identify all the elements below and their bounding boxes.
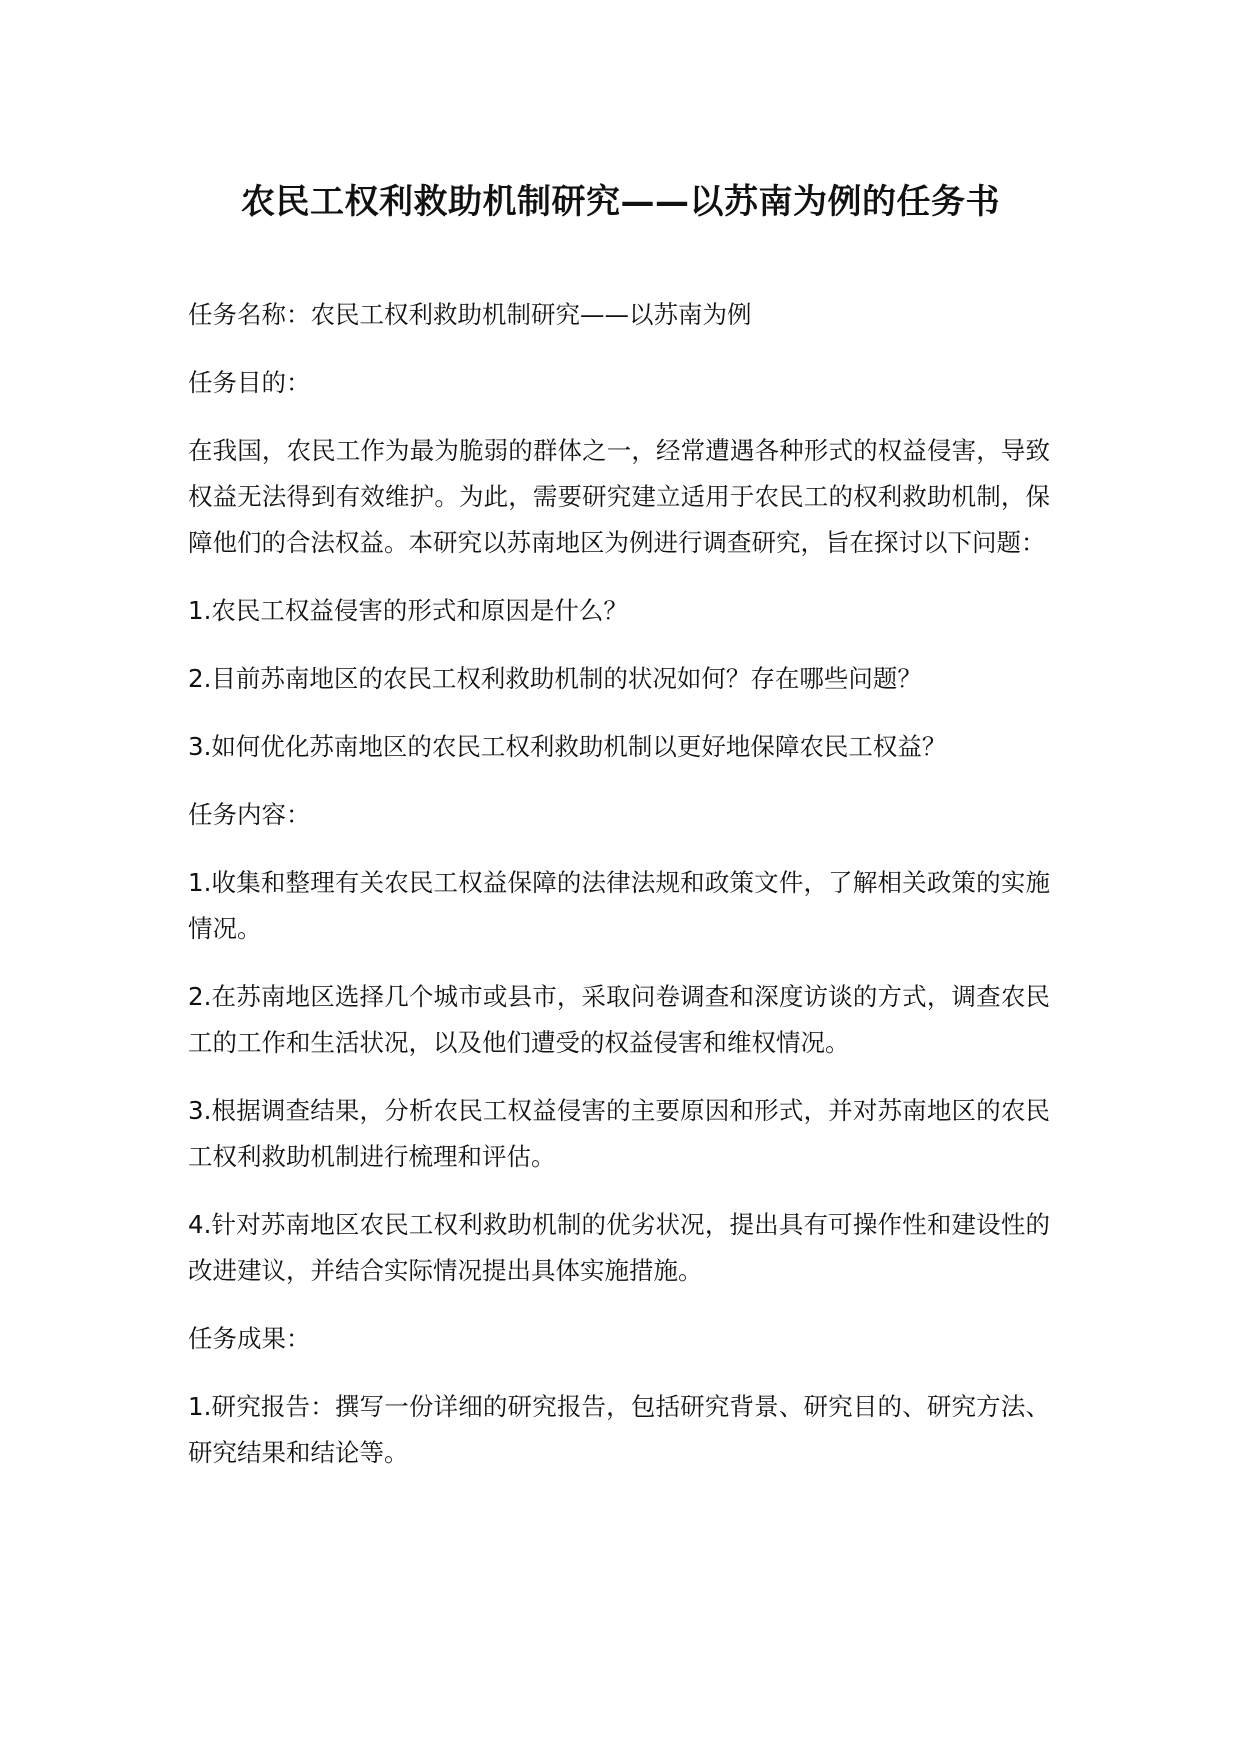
section-heading-content: 任务内容： [188,800,311,829]
content-item-1: 1.收集和整理有关农民工权益保障的法律法规和政策文件，了解相关政策的实施情况。 [188,868,1050,943]
section-heading-purpose: 任务目的： [188,368,311,397]
content-item-3: 3.根据调查结果，分析农民工权益侵害的主要原因和形式，并对苏南地区的农民工权利救助机制进行梳理和评估。 [188,1096,1050,1171]
purpose-paragraph: 在我国，农民工作为最为脆弱的群体之一，经常遭遇各种形式的权益侵害，导致权益无法得到有效维护。为此，需要研究建立适用于农民工的权利救助机制，保障他们的合法权益。本研究以苏南地区为例进行调查研究，旨在探讨以下问题： [188,436,1050,557]
question-item-1: 1.农民工权益侵害的形式和原因是什么？ [188,596,628,625]
question-item-3: 3.如何优化苏南地区的农民工权利救助机制以更好地保障农民工权益？ [188,732,947,761]
section-heading-results: 任务成果： [188,1324,311,1353]
task-name-line: 任务名称：农民工权利救助机制研究——以苏南为例 [188,300,752,329]
document-body [188,292,1050,1498]
question-item-2: 2.目前苏南地区的农民工权利救助机制的状况如何？存在哪些问题？ [188,664,922,693]
document-title: 农民工权利救助机制研究——以苏南为例的任务书 [241,182,1000,222]
content-item-4: 4.针对苏南地区农民工权利救助机制的优劣状况，提出具有可操作性和建设性的改进建议，并结合实际情况提出具体实施措施。 [188,1210,1050,1285]
result-item-1: 1.研究报告：撰写一份详细的研究报告，包括研究背景、研究目的、研究方法、研究结果和结论等。 [188,1392,1050,1467]
content-item-2: 2.在苏南地区选择几个城市或县市，采取问卷调查和深度访谈的方式，调查农民工的工作和生活状况，以及他们遭受的权益侵害和维权情况。 [188,982,1050,1057]
